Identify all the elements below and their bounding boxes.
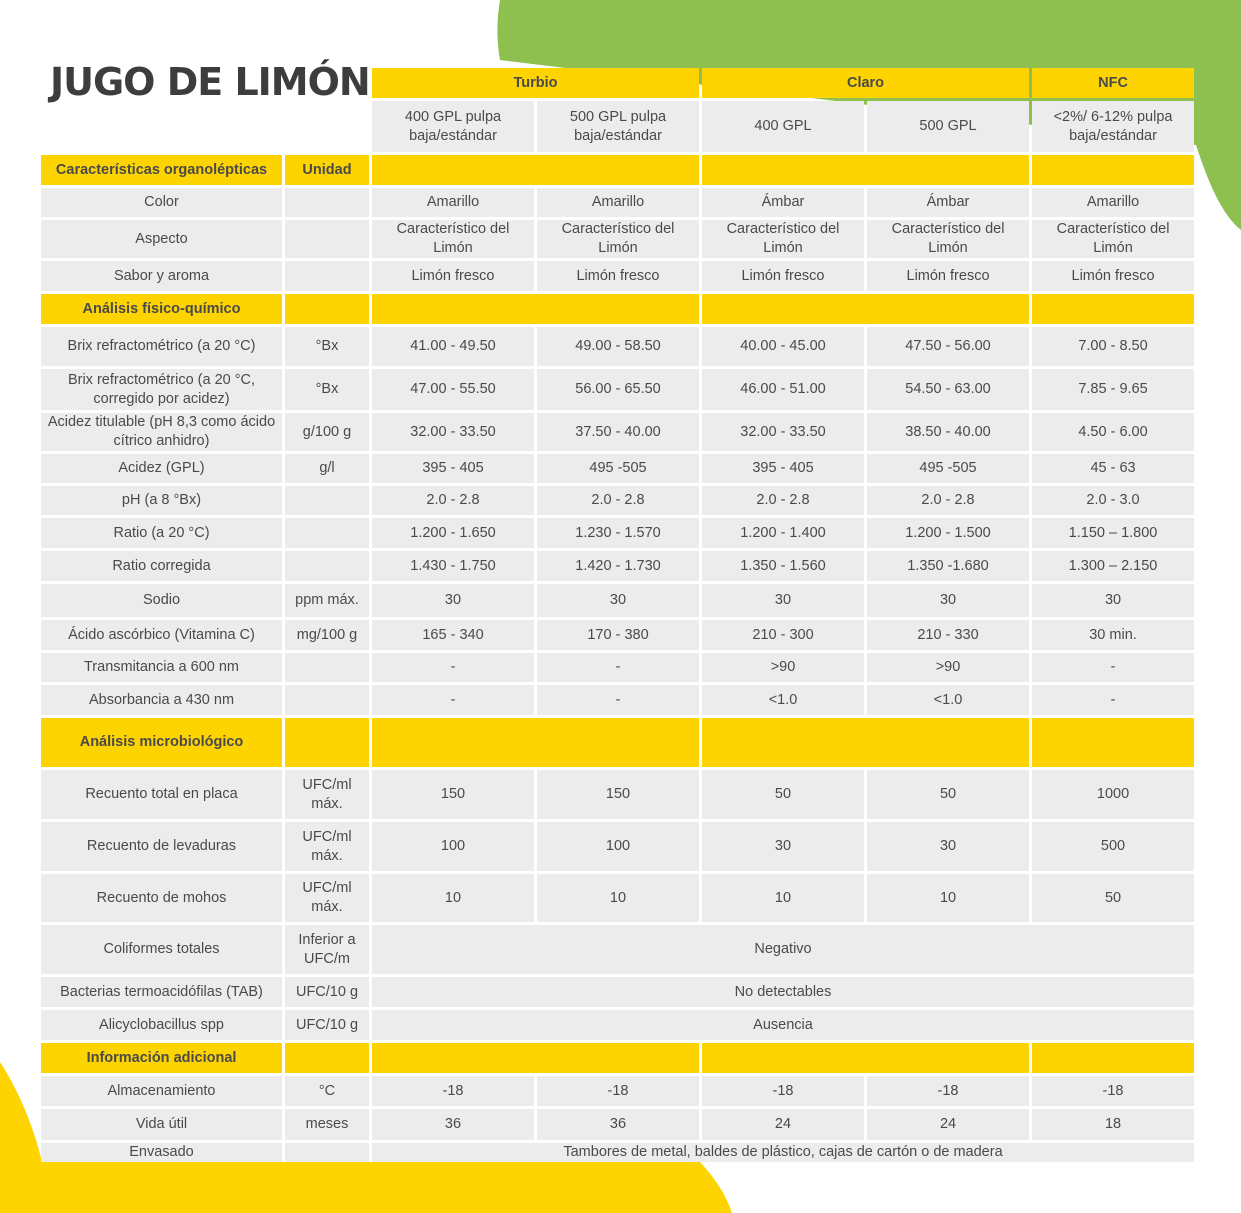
section-label: Información adicional <box>41 1043 282 1073</box>
section-fill-cell <box>1032 294 1194 324</box>
unit-cell <box>285 220 369 258</box>
value-cell: - <box>372 685 534 715</box>
value-cell: 24 <box>867 1109 1029 1140</box>
group-header-turbio: Turbio <box>372 68 699 98</box>
table-row <box>41 486 1194 515</box>
value-cell: 47.00 - 55.50 <box>372 369 534 410</box>
table-row <box>41 327 1194 366</box>
parameter-name: Ratio (a 20 °C) <box>41 518 282 548</box>
section-label: Características organolépticas <box>41 155 282 185</box>
section-unit-cell <box>285 718 369 767</box>
parameter-name: Transmitancia a 600 nm <box>41 653 282 682</box>
section-unit-cell <box>285 294 369 324</box>
value-cell: 50 <box>702 770 864 819</box>
unit-cell: Inferior a UFC/m <box>285 925 369 974</box>
parameter-name: Brix refractométrico (a 20 °C) <box>41 327 282 366</box>
value-cell: 100 <box>537 822 699 871</box>
table-row <box>41 369 1194 410</box>
table-row <box>41 822 1194 871</box>
unit-cell: UFC/ml máx. <box>285 822 369 871</box>
parameter-name: Color <box>41 188 282 217</box>
value-cell: 10 <box>867 874 1029 922</box>
value-cell: 1.200 - 1.500 <box>867 518 1029 548</box>
parameter-name: Ratio corregida <box>41 551 282 581</box>
value-cell: 1.230 - 1.570 <box>537 518 699 548</box>
value-cell: 30 <box>867 822 1029 871</box>
section-label: Análisis físico-químico <box>41 294 282 324</box>
section-fill-cell <box>1032 155 1194 185</box>
group-header-row <box>41 68 1194 98</box>
value-cell: Característico del Limón <box>1032 220 1194 258</box>
unit-cell: UFC/10 g <box>285 1010 369 1040</box>
table-row <box>41 551 1194 581</box>
value-cell: 36 <box>537 1109 699 1140</box>
parameter-name: Acidez titulable (pH 8,3 como ácido cítrico anhidro) <box>41 413 282 451</box>
column-subheader: 400 GPL <box>702 101 864 152</box>
parameter-name: Bacterias termoacidófilas (TAB) <box>41 977 282 1007</box>
table-row <box>41 584 1194 617</box>
value-cell: Amarillo <box>372 188 534 217</box>
table-row <box>41 518 1194 548</box>
section-fill-cell <box>372 1043 699 1073</box>
value-cell: -18 <box>537 1076 699 1106</box>
header-spacer <box>41 101 369 152</box>
value-cell: Amarillo <box>1032 188 1194 217</box>
value-cell: 10 <box>702 874 864 922</box>
value-cell: 36 <box>372 1109 534 1140</box>
value-cell: 24 <box>702 1109 864 1140</box>
value-cell: 150 <box>372 770 534 819</box>
section-fill-cell <box>372 155 699 185</box>
value-cell: 7.85 - 9.65 <box>1032 369 1194 410</box>
value-cell: 18 <box>1032 1109 1194 1140</box>
value-cell: 46.00 - 51.00 <box>702 369 864 410</box>
section-header-analisis-fisico-quimico <box>41 294 1194 324</box>
value-cell: 1.150 – 1.800 <box>1032 518 1194 548</box>
value-cell: 165 - 340 <box>372 620 534 650</box>
value-cell: - <box>1032 653 1194 682</box>
table-row <box>41 188 1194 217</box>
parameter-name: Envasado <box>41 1143 282 1162</box>
table-row <box>41 454 1194 483</box>
spec-table <box>38 65 1197 1165</box>
table-row <box>41 925 1194 974</box>
column-subheader: 500 GPL pulpa baja/estándar <box>537 101 699 152</box>
unit-cell <box>285 188 369 217</box>
value-cell: 395 - 405 <box>702 454 864 483</box>
value-cell: 32.00 - 33.50 <box>372 413 534 451</box>
value-cell: <1.0 <box>702 685 864 715</box>
value-cell: 10 <box>372 874 534 922</box>
unit-cell: ppm máx. <box>285 584 369 617</box>
value-cell: 49.00 - 58.50 <box>537 327 699 366</box>
section-fill-cell <box>702 718 1029 767</box>
value-cell: 2.0 - 2.8 <box>372 486 534 515</box>
unit-cell <box>285 261 369 291</box>
table-row <box>41 261 1194 291</box>
value-cell: 30 <box>1032 584 1194 617</box>
value-cell: 1.300 – 2.150 <box>1032 551 1194 581</box>
parameter-name: Vida útil <box>41 1109 282 1140</box>
section-unit-cell <box>285 1043 369 1073</box>
parameter-name: Ácido ascórbico (Vitamina C) <box>41 620 282 650</box>
unit-column-header: Unidad <box>285 155 369 185</box>
value-cell: >90 <box>702 653 864 682</box>
parameter-name: Recuento de mohos <box>41 874 282 922</box>
merged-value-cell: Negativo <box>372 925 1194 974</box>
parameter-name: pH (a 8 °Bx) <box>41 486 282 515</box>
value-cell: -18 <box>1032 1076 1194 1106</box>
unit-cell: UFC/ml máx. <box>285 874 369 922</box>
value-cell: <1.0 <box>867 685 1029 715</box>
value-cell: - <box>1032 685 1194 715</box>
value-cell: 4.50 - 6.00 <box>1032 413 1194 451</box>
parameter-name: Acidez (GPL) <box>41 454 282 483</box>
table-row <box>41 620 1194 650</box>
value-cell: Característico del Limón <box>372 220 534 258</box>
section-label: Análisis microbiológico <box>41 718 282 767</box>
value-cell: Característico del Limón <box>702 220 864 258</box>
section-fill-cell <box>702 155 1029 185</box>
unit-cell: mg/100 g <box>285 620 369 650</box>
unit-cell <box>285 518 369 548</box>
value-cell: 30 <box>702 584 864 617</box>
value-cell: 50 <box>867 770 1029 819</box>
value-cell: 56.00 - 65.50 <box>537 369 699 410</box>
parameter-name: Sabor y aroma <box>41 261 282 291</box>
unit-cell: °Bx <box>285 369 369 410</box>
parameter-name: Almacenamiento <box>41 1076 282 1106</box>
value-cell: 50 <box>1032 874 1194 922</box>
value-cell: - <box>537 653 699 682</box>
parameter-name: Alicyclobacillus spp <box>41 1010 282 1040</box>
value-cell: 45 - 63 <box>1032 454 1194 483</box>
parameter-name: Recuento total en placa <box>41 770 282 819</box>
value-cell: -18 <box>372 1076 534 1106</box>
value-cell: 40.00 - 45.00 <box>702 327 864 366</box>
parameter-name: Recuento de levaduras <box>41 822 282 871</box>
unit-cell <box>285 685 369 715</box>
value-cell: 47.50 - 56.00 <box>867 327 1029 366</box>
value-cell: 2.0 - 2.8 <box>537 486 699 515</box>
value-cell: 1.350 - 1.560 <box>702 551 864 581</box>
column-subheader: <2%/ 6-12% pulpa baja/estándar <box>1032 101 1194 152</box>
column-subheader: 400 GPL pulpa baja/estándar <box>372 101 534 152</box>
unit-cell: UFC/10 g <box>285 977 369 1007</box>
table-row <box>41 977 1194 1007</box>
value-cell: -18 <box>867 1076 1029 1106</box>
value-cell: 2.0 - 2.8 <box>867 486 1029 515</box>
page-title: JUGO DE LIMÓN <box>50 60 370 104</box>
table-row <box>41 653 1194 682</box>
value-cell: Ámbar <box>867 188 1029 217</box>
value-cell: 170 - 380 <box>537 620 699 650</box>
section-fill-cell <box>702 1043 1029 1073</box>
unit-cell <box>285 486 369 515</box>
value-cell: 30 <box>537 584 699 617</box>
table-row <box>41 413 1194 451</box>
value-cell: 38.50 - 40.00 <box>867 413 1029 451</box>
value-cell: 500 <box>1032 822 1194 871</box>
value-cell: 1.200 - 1.400 <box>702 518 864 548</box>
value-cell: 37.50 - 40.00 <box>537 413 699 451</box>
table-row <box>41 1076 1194 1106</box>
unit-cell <box>285 1143 369 1162</box>
section-header-caracteristicas-organolepticas <box>41 155 1194 185</box>
table-row <box>41 685 1194 715</box>
parameter-name: Coliformes totales <box>41 925 282 974</box>
yellow-band-bottom-shape <box>0 1162 732 1213</box>
value-cell: 7.00 - 8.50 <box>1032 327 1194 366</box>
parameter-name: Absorbancia a 430 nm <box>41 685 282 715</box>
merged-value-cell: Tambores de metal, baldes de plástico, cajas de cartón o de madera <box>372 1143 1194 1162</box>
value-cell: >90 <box>867 653 1029 682</box>
value-cell: 495 -505 <box>867 454 1029 483</box>
value-cell: Limón fresco <box>537 261 699 291</box>
column-subheader: 500 GPL <box>867 101 1029 152</box>
section-fill-cell <box>702 294 1029 324</box>
section-fill-cell <box>372 718 699 767</box>
table-row <box>41 770 1194 819</box>
value-cell: 2.0 - 2.8 <box>702 486 864 515</box>
value-cell: Característico del Limón <box>537 220 699 258</box>
value-cell: 30 <box>702 822 864 871</box>
value-cell: 30 <box>867 584 1029 617</box>
value-cell: Característico del Limón <box>867 220 1029 258</box>
value-cell: Amarillo <box>537 188 699 217</box>
parameter-name: Sodio <box>41 584 282 617</box>
value-cell: 54.50 - 63.00 <box>867 369 1029 410</box>
table-row <box>41 1010 1194 1040</box>
unit-cell: meses <box>285 1109 369 1140</box>
unit-cell <box>285 653 369 682</box>
merged-value-cell: Ausencia <box>372 1010 1194 1040</box>
unit-cell: °Bx <box>285 327 369 366</box>
group-header-claro: Claro <box>702 68 1029 98</box>
value-cell: 1.200 - 1.650 <box>372 518 534 548</box>
parameter-name: Brix refractométrico (a 20 °C, corregido por acidez) <box>41 369 282 410</box>
value-cell: Limón fresco <box>372 261 534 291</box>
value-cell: Ámbar <box>702 188 864 217</box>
value-cell: 30 <box>372 584 534 617</box>
value-cell: - <box>372 653 534 682</box>
value-cell: 210 - 300 <box>702 620 864 650</box>
value-cell: 2.0 - 3.0 <box>1032 486 1194 515</box>
unit-cell: °C <box>285 1076 369 1106</box>
merged-value-cell: No detectables <box>372 977 1194 1007</box>
unit-cell: UFC/ml máx. <box>285 770 369 819</box>
unit-cell: g/l <box>285 454 369 483</box>
value-cell: 30 min. <box>1032 620 1194 650</box>
subheader-row <box>41 101 1194 152</box>
value-cell: 1.350 -1.680 <box>867 551 1029 581</box>
value-cell: -18 <box>702 1076 864 1106</box>
value-cell: Limón fresco <box>867 261 1029 291</box>
value-cell: Limón fresco <box>702 261 864 291</box>
value-cell: 150 <box>537 770 699 819</box>
table-row <box>41 1143 1194 1162</box>
header-spacer <box>41 68 369 98</box>
table-row <box>41 220 1194 258</box>
value-cell: 210 - 330 <box>867 620 1029 650</box>
section-header-informacion-adicional <box>41 1043 1194 1073</box>
parameter-name: Aspecto <box>41 220 282 258</box>
section-fill-cell <box>372 294 699 324</box>
value-cell: 41.00 - 49.50 <box>372 327 534 366</box>
section-header-analisis-microbiologico <box>41 718 1194 767</box>
value-cell: 32.00 - 33.50 <box>702 413 864 451</box>
table-row <box>41 1109 1194 1140</box>
value-cell: 1.420 - 1.730 <box>537 551 699 581</box>
value-cell: 395 - 405 <box>372 454 534 483</box>
group-header-nfc: NFC <box>1032 68 1194 98</box>
value-cell: 495 -505 <box>537 454 699 483</box>
section-fill-cell <box>1032 718 1194 767</box>
yellow-corner-left-shape <box>0 1062 42 1162</box>
unit-cell <box>285 551 369 581</box>
section-fill-cell <box>1032 1043 1194 1073</box>
value-cell: - <box>537 685 699 715</box>
value-cell: 1000 <box>1032 770 1194 819</box>
value-cell: 100 <box>372 822 534 871</box>
table-row <box>41 874 1194 922</box>
unit-cell: g/100 g <box>285 413 369 451</box>
value-cell: 1.430 - 1.750 <box>372 551 534 581</box>
value-cell: 10 <box>537 874 699 922</box>
value-cell: Limón fresco <box>1032 261 1194 291</box>
